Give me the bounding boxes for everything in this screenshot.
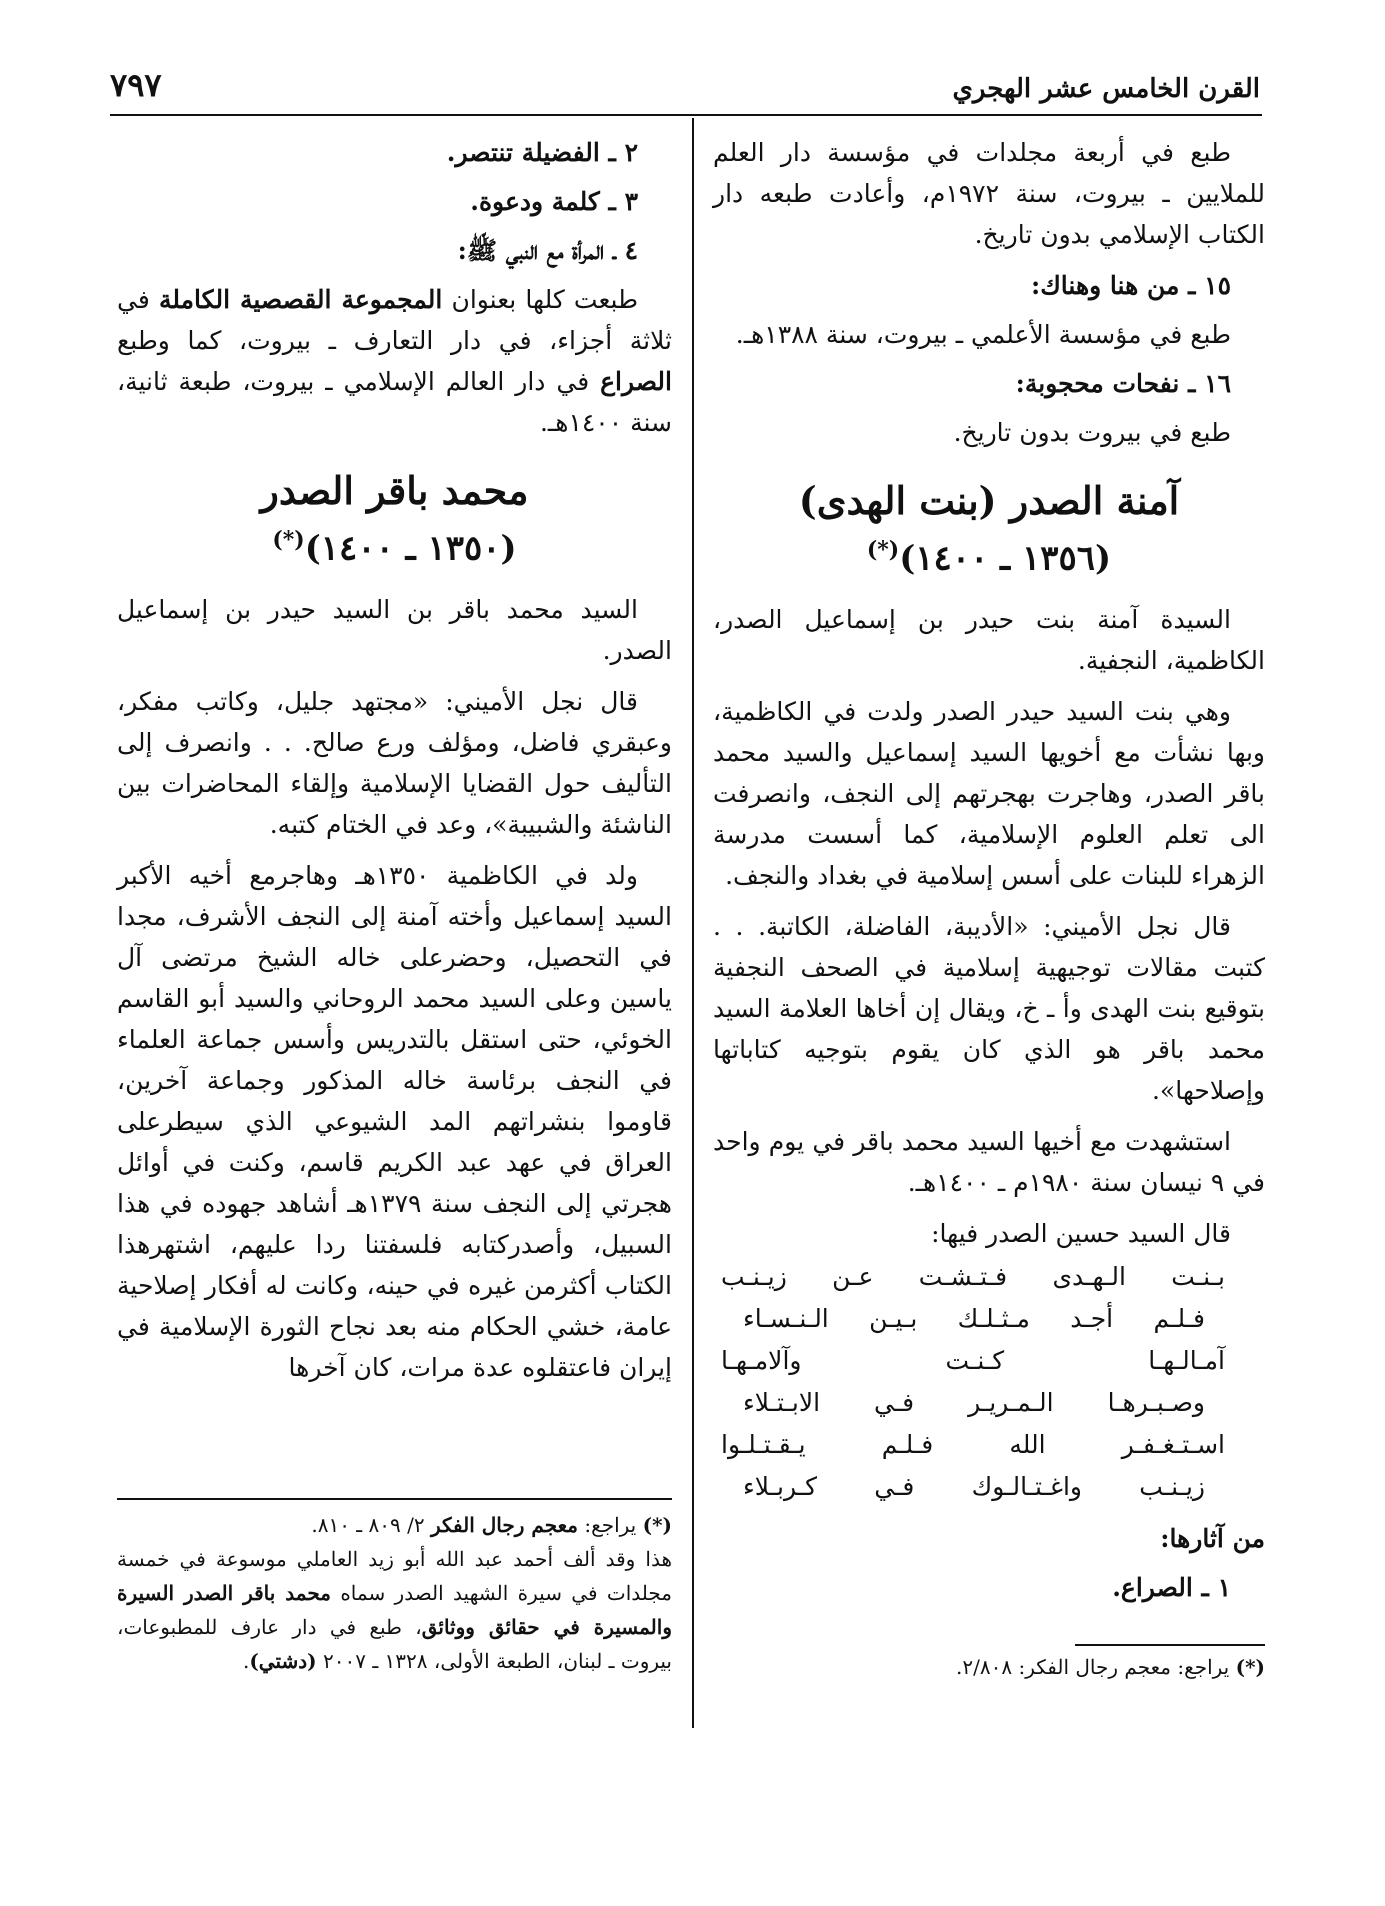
text-run: هذا وقد ألف أحمد عبد الله أبو زيد العاملي موسوعة في خمسة مجلدات في سيرة الشهيد الصدر سماه	[117, 1547, 672, 1605]
bio-name: محمد باقر الصدر	[260, 468, 529, 513]
bio-paragraph: قال نجل الأميني: «مجتهد جليل، وكاتب مفكر، وعبقري فاضل، ومؤلف ورع صالح. . . وانصرف إلى التأليف حول القضايا الإسلامية وإلقاء المحاضرات بين الناشئة والشبيبة»، وعد في الختام كتبه.	[117, 687, 672, 840]
page-header	[110, 66, 1260, 112]
text-run: في دار العالم الإسلامي ـ بيروت، طبعة ثانية، سنة ١٤٠٠هـ.	[117, 367, 672, 437]
running-title: القرن الخامس عشر الهجري	[952, 74, 1260, 104]
work-item-15-desc: طبع في مؤسسة الأعلمي ـ بيروت، سنة ١٣٨٨هـ.	[735, 320, 1231, 349]
header-rule	[110, 114, 1262, 116]
bio-paragraph: السيدة آمنة بنت حيدر بن إسماعيل الصدر، الكاظمية، النجفية.	[713, 605, 1265, 676]
footnote-ref: (*)	[272, 527, 305, 553]
footnote-rule	[1075, 1644, 1265, 1646]
right-column	[713, 132, 1265, 1616]
works-heading: من آثارها:	[1160, 1524, 1265, 1554]
text-run: يراجع:	[577, 1513, 637, 1537]
work-item-4: ٤ ـ المرأة مع النبي ﷺ:	[457, 236, 638, 265]
bio-dates-text: (١٣٥٠ ـ ١٤٠٠)	[304, 528, 517, 569]
column-divider	[692, 118, 694, 1728]
work-item-3: ٣ ـ كلمة ودعوة.	[470, 187, 638, 216]
work-item-16-desc: طبع في بيروت بدون تاريخ.	[953, 418, 1231, 447]
footnote-mark: (*)	[1235, 1655, 1265, 1679]
book-title: محمد باقر الصدر السيرة والمسيرة في حقائق ووثائق	[117, 1581, 672, 1639]
book-title: معجم رجال الفكر	[430, 1513, 578, 1537]
bio-dates-text: (١٣٥٦ ـ ١٤٠٠)	[899, 538, 1112, 579]
poem-verse: اسـتـغـفـر الله فـلـم يـقـتـلـوا	[721, 1430, 1225, 1460]
bio-paragraph: وهي بنت السيد حيدر الصدر ولدت في الكاظمية، وبها نشأت مع أخويها السيد إسماعيل والسيد محمد باقر الصدر، وهاجرت بهجرتهم إلى النجف، وانصرفت الى تعلم العلوم الإسلامية، كما أسست مدرسة الزهراء للبنات على أسس إسلامية في بغداد والنجف.	[713, 697, 1265, 891]
text-run: في ثلاثة أجزاء، في دار التعارف ـ بيروت، كما وطبع	[117, 285, 672, 355]
editor-tag: (دشتي)	[249, 1649, 317, 1673]
text-run: .	[242, 1649, 250, 1673]
poem-verse: وصـبـرهـا الـمـريـر فـي الابـتـلاء	[743, 1388, 1205, 1418]
work-item-15-title: ١٥ ـ من هنا وهناك:	[1030, 271, 1231, 300]
bio-dates	[117, 517, 672, 571]
footnote-rule	[117, 1498, 672, 1500]
poem	[713, 1256, 1265, 1508]
collection-paragraph	[117, 279, 672, 443]
work-item-1: ١ ـ الصراع.	[1112, 1573, 1231, 1603]
footnote-ref: (*)	[866, 537, 900, 563]
bio-name: آمنة الصدر (بنت الهدى)	[798, 478, 1180, 523]
text-run: ٢/ ٨٠٩ ـ ٨١٠.	[311, 1513, 431, 1537]
work-item-16-title: ١٦ ـ نفحات محجوبة:	[1015, 369, 1231, 398]
work-item-2: ٢ ـ الفضيلة تنتصر.	[446, 138, 638, 167]
book-title: الصراع	[600, 367, 672, 396]
footnote	[713, 1650, 1265, 1684]
poem-verse: بـنـت الـهـدى فـتـشـت عـن زيـنـب	[721, 1262, 1225, 1292]
page-number: ٧٩٧	[110, 66, 162, 104]
poem-verse: فـلـم أجـد مـثـلـك بـيـن الـنـسـاء	[743, 1304, 1205, 1334]
poem-verse: آمـالـهـا كـنـت وآلامـهـا	[721, 1346, 1225, 1376]
intro-paragraph: طبع في أربعة مجلدات في مؤسسة دار العلم للملايين ـ بيروت، سنة ١٩٧٢م، وأعادت طبعه دار الكتاب الإسلامي بدون تاريخ.	[713, 138, 1265, 249]
footnote-mark: (*)	[642, 1513, 672, 1537]
book-title: المجموعة القصصية الكاملة	[158, 285, 443, 314]
bio-heading-sadr	[117, 465, 672, 571]
bio-paragraph: استشهدت مع أخيها السيد محمد باقر في يوم واحد في ٩ نيسان سنة ١٩٨٠م ـ ١٤٠٠هـ.	[713, 1127, 1265, 1198]
poem-verse: زيـنـب واغـتـالـوك فـي كـربـلاء	[743, 1472, 1205, 1502]
bio-paragraph: السيد محمد باقر بن السيد حيدر بن إسماعيل الصدر.	[117, 595, 672, 666]
text-run: طبعت كلها بعنوان	[442, 285, 638, 314]
bio-heading-amina	[713, 475, 1265, 581]
bio-paragraph: ولد في الكاظمية ١٣٥٠هـ وهاجرمع أخيه الأكبر السيد إسماعيل وأخته آمنة إلى النجف الأشرف، مجدا في التحصيل، وحضرعلى خاله الشيخ مرتضى آل ياسين وعلى السيد محمد الروحاني والسيد أبو القاسم الخوئي، حتى استقل بالتدريس وأسس جماعة العلماء في النجف برئاسة خاله المذكور وجماعة آخرين، قاوموا بنشراتهم المد الشيوعي الذي سيطرعلى العراق في عهد عبد الكريم قاسم، وكنت في أوائل هجرتي إلى النجف سنة ١٣٧٩هـ أشاهد جهوده في هذا السبيل، وأصدركتابه فلسفتنا ردا عليهم، اشتهرهذا الكتاب أكثرمن غيره في حينه، وكانت له أفكار إصلاحية عامة، خشي الحكام منه بعد نجاح الثورة الإسلامية في إيران فاعتقلوه عدة مرات، كان آخرها	[117, 861, 672, 1383]
footnote-text: يراجع: معجم رجال الفكر: ٢/٨٠٨.	[956, 1655, 1230, 1679]
footnote	[117, 1508, 672, 1678]
bio-paragraph: قال نجل الأميني: «الأديبة، الفاضلة، الكاتبة. . . كتبت مقالات توجيهية إسلامية في الصحف النجفية بتوقيع بنت الهدى وأ ـ خ، ويقال إن أخاها العلامة السيد محمد باقر هو الذي كان يقوم بتوجيه كتاباتها وإصلاحها».	[713, 912, 1265, 1106]
text-run: ، طبع في دار عارف للمطبوعات، بيروت ـ لبنان، الطبعة الأولى، ١٣٢٨ ـ ٢٠٠٧	[117, 1615, 672, 1673]
left-column	[117, 132, 672, 1398]
bio-dates	[713, 527, 1265, 581]
bio-paragraph: قال السيد حسين الصدر فيها:	[931, 1219, 1231, 1249]
